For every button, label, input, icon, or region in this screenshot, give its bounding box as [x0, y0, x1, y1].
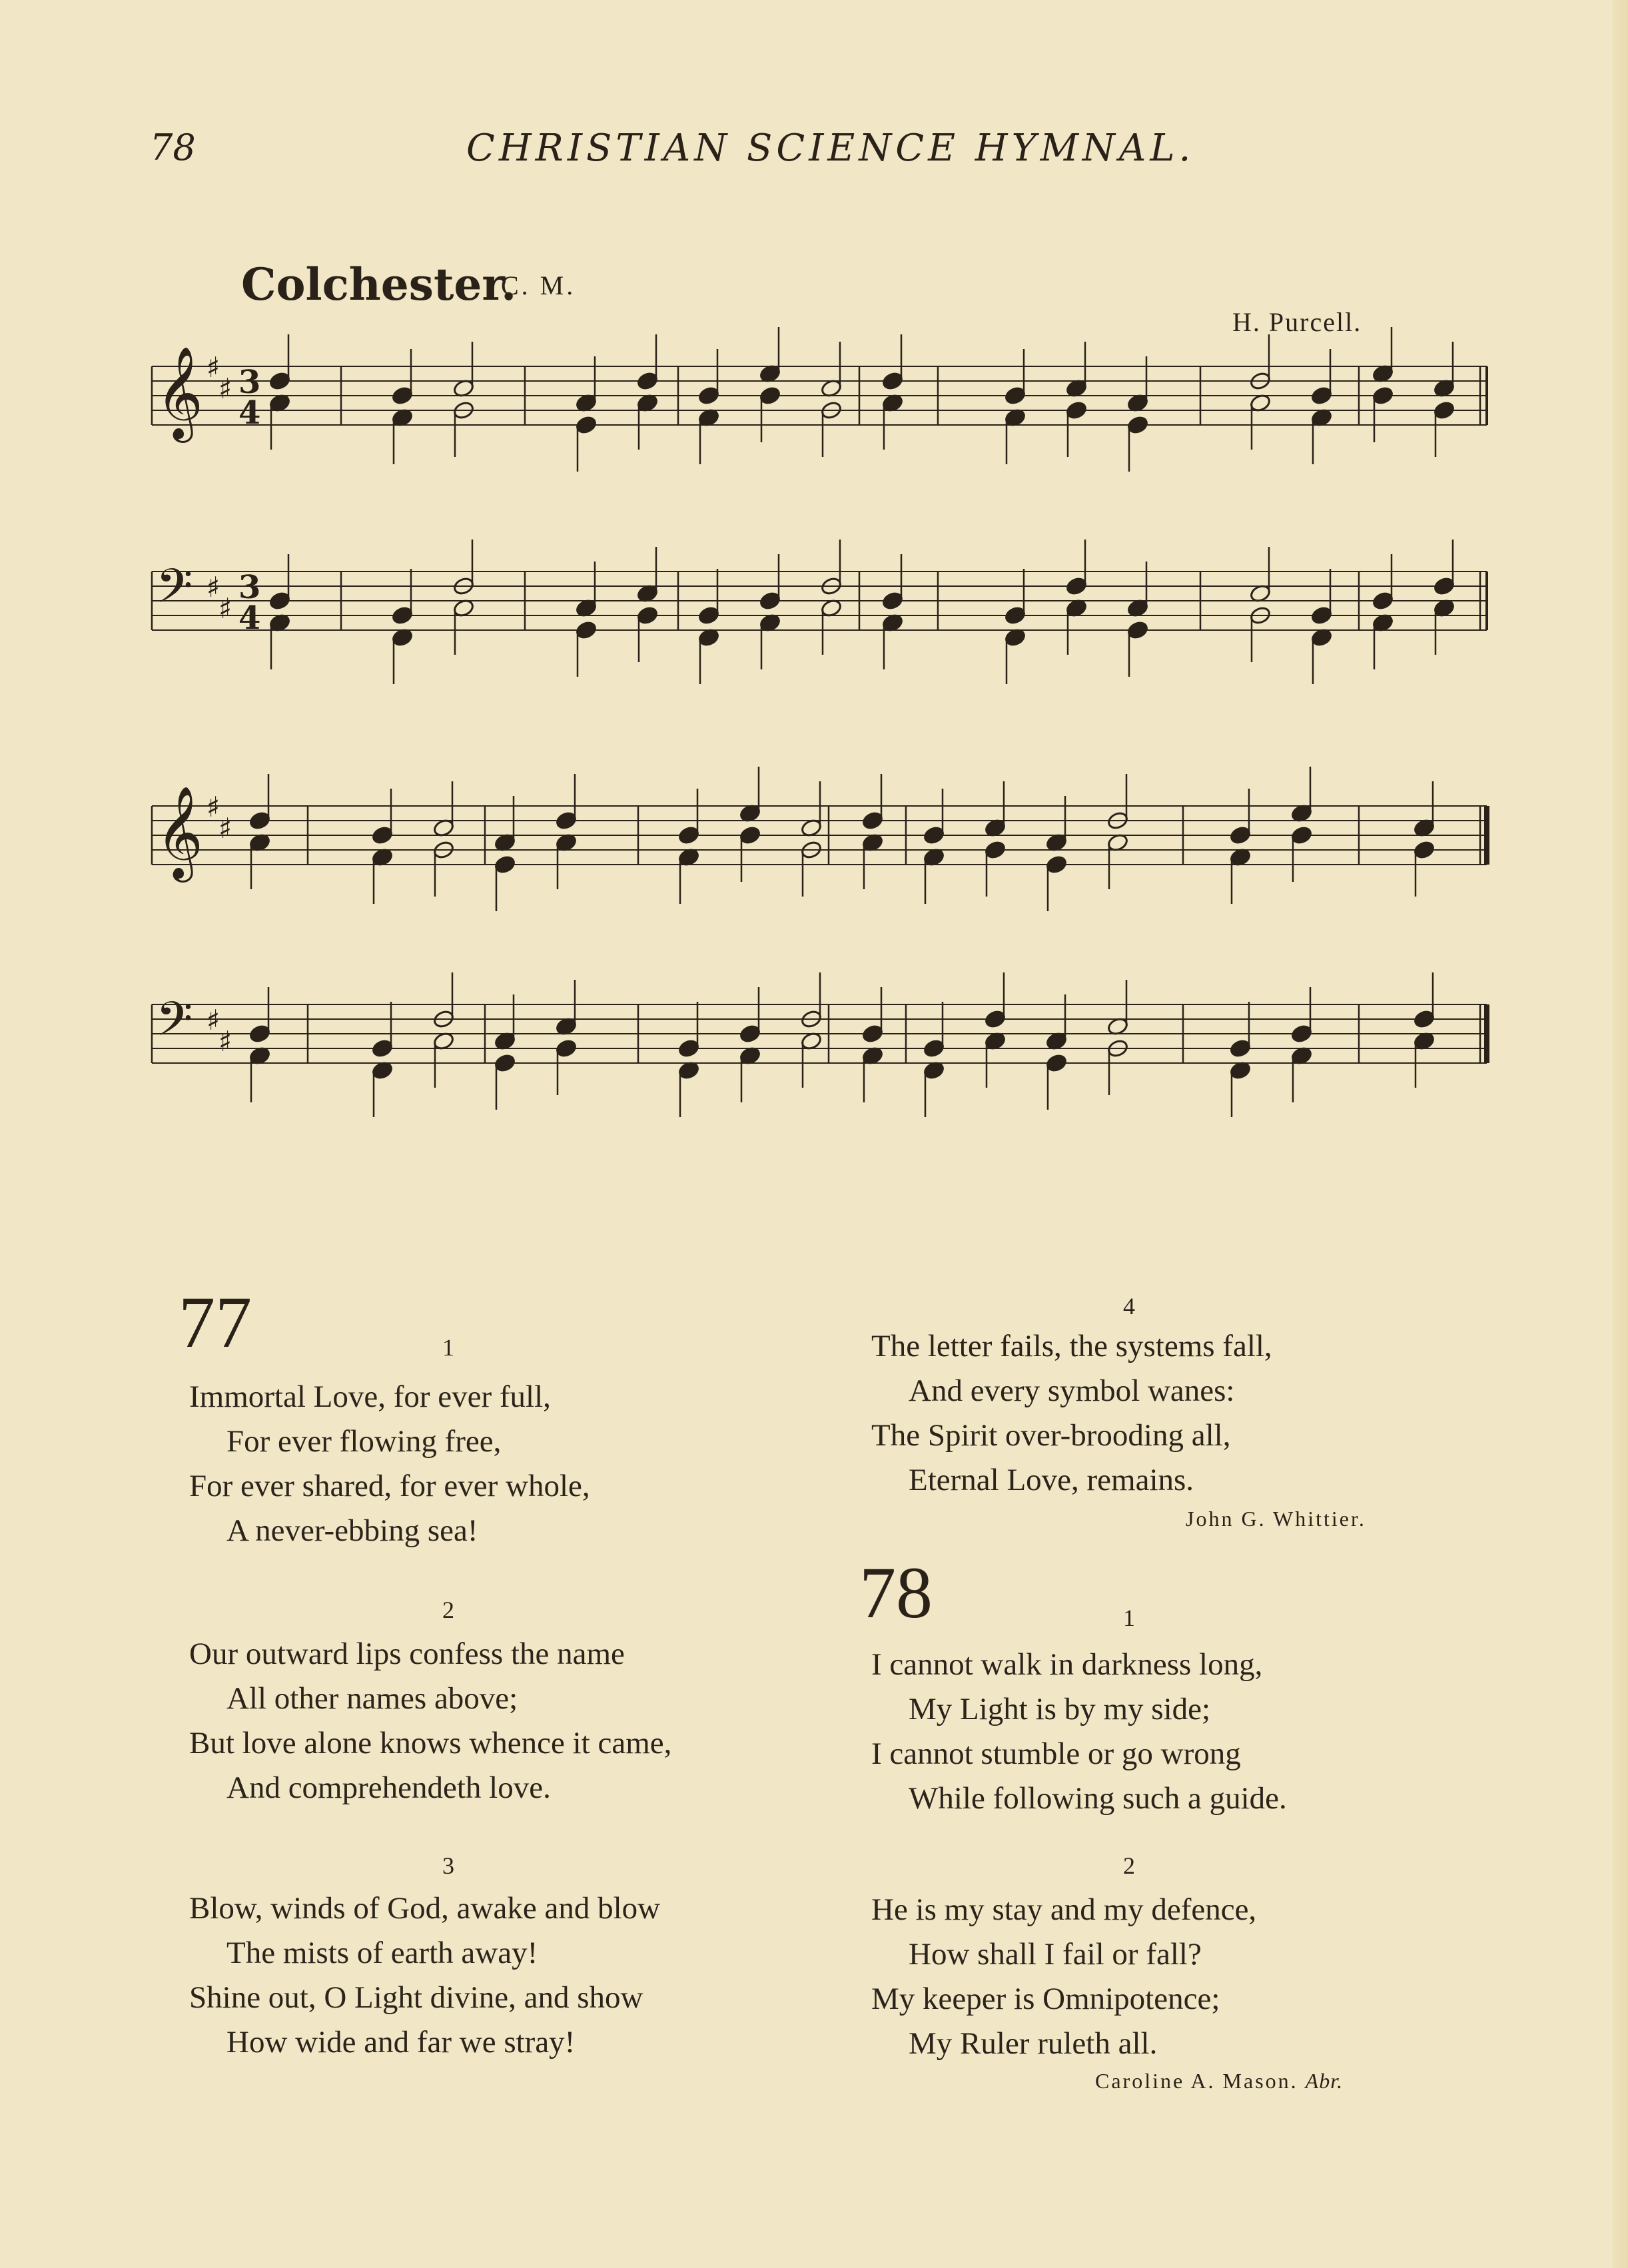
verse-line: My keeper is Omnipotence;: [871, 1982, 1220, 2016]
treble-clef-icon: 𝄞: [156, 346, 203, 439]
sharp-icon: ♯: [206, 351, 220, 384]
verse-line: And comprehendeth love.: [226, 1770, 551, 1805]
sharp-icon: ♯: [206, 1004, 220, 1036]
page-number: 78: [150, 127, 196, 169]
hymn-77-stanza-3-number: 3: [442, 1852, 454, 1879]
verse-line: My Ruler ruleth all.: [909, 2026, 1158, 2061]
verse-line: He is my stay and my defence,: [871, 1892, 1257, 1927]
sharp-icon: ♯: [206, 571, 220, 603]
bass-clef-icon: 𝄢: [156, 992, 193, 1058]
treble-clef-icon: 𝄞: [156, 786, 203, 879]
sharp-icon: ♯: [218, 1025, 232, 1058]
verse-line: How shall I fail or fall?: [909, 1937, 1202, 1972]
verse-line: Blow, winds of God, awake and blow: [189, 1891, 661, 1926]
verse-line: And every symbol wanes:: [909, 1373, 1235, 1408]
hymn-77-stanza-4-number: 4: [1123, 1293, 1135, 1320]
verse-line: I cannot stumble or go wrong: [871, 1736, 1241, 1771]
tune-meter: C. M.: [501, 270, 576, 300]
hymn-78-author: [1095, 2069, 1343, 2093]
bass-clef-icon: 𝄢: [156, 559, 193, 625]
verse-line: How wide and far we stray!: [226, 2025, 576, 2060]
verse-line: Eternal Love, remains.: [909, 1463, 1194, 1497]
hymn-78-stanza-1-number: 1: [1123, 1605, 1135, 1631]
verse-line: For ever shared, for ever whole,: [189, 1469, 590, 1503]
time-signature-top: 3: [238, 569, 261, 606]
sharp-icon: ♯: [218, 372, 232, 405]
verse-line: Our outward lips confess the name: [189, 1637, 625, 1671]
verse-line: All other names above;: [226, 1681, 518, 1716]
sharp-icon: ♯: [218, 812, 232, 845]
sharp-icon: ♯: [206, 791, 220, 823]
verse-line: A never-ebbing sea!: [226, 1513, 478, 1548]
verse-line: But love alone knows whence it came,: [189, 1726, 672, 1760]
verse-line: Shine out, O Light divine, and show: [189, 1980, 643, 2015]
verse-line: My Light is by my side;: [909, 1692, 1211, 1726]
running-title: CHRISTIAN SCIENCE HYMNAL.: [466, 127, 1195, 170]
hymn-78-author-name: Caroline A. Mason.: [1095, 2069, 1298, 2093]
sharp-icon: ♯: [218, 592, 232, 625]
verse-line: The mists of earth away!: [226, 1936, 538, 1970]
hymn-78-number: 78: [859, 1552, 933, 1633]
hymn-77-stanza-2-number: 2: [442, 1597, 454, 1623]
verse-line: I cannot walk in darkness long,: [871, 1647, 1263, 1682]
verse-line: The letter fails, the systems fall,: [871, 1329, 1272, 1363]
verse-line: For ever flowing free,: [226, 1424, 502, 1459]
verse-line: The Spirit over-brooding all,: [871, 1418, 1231, 1453]
time-signature-bottom: 4: [238, 599, 261, 637]
hymn-78-author-note: Abr.: [1305, 2069, 1344, 2093]
verse-line: While following such a guide.: [909, 1781, 1287, 1816]
hymn-77-author: John G. Whittier.: [1186, 1507, 1366, 1531]
time-signature-top: 3: [238, 364, 261, 401]
hymn-77-stanza-1-number: 1: [442, 1334, 454, 1361]
hymn-77-number: 77: [179, 1282, 252, 1363]
verse-line: Immortal Love, for ever full,: [189, 1379, 551, 1414]
tune-composer: H. Purcell.: [1232, 307, 1362, 337]
hymn-78-stanza-2-number: 2: [1123, 1852, 1135, 1879]
tune-name: Colchester.: [241, 258, 517, 310]
time-signature-bottom: 4: [238, 394, 261, 432]
